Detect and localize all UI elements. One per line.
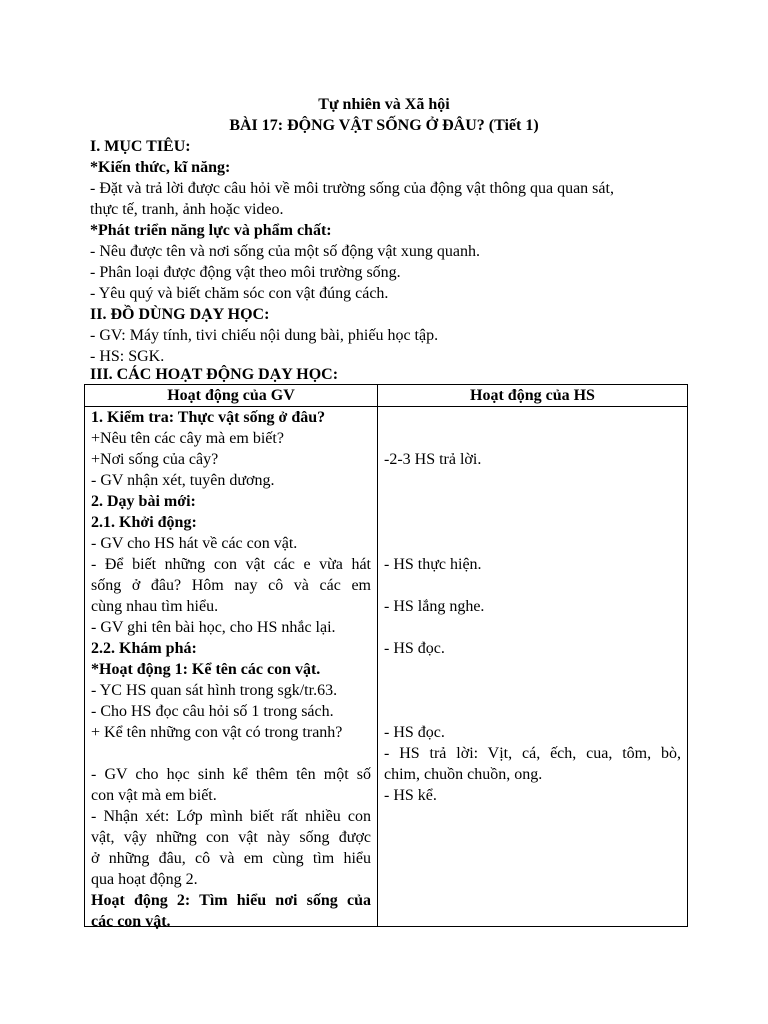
materials-heading: II. ĐỒ DÙNG DẠY HỌC: (90, 306, 270, 323)
materials-item: - GV: Máy tính, tivi chiếu nội dung bài, phiếu học tập. (90, 327, 439, 344)
teacher-line: - Nhận xét: Lớp mình biết rất nhiều con (91, 808, 371, 825)
activities-heading: III. CÁC HOẠT ĐỘNG DẠY HỌC: (90, 366, 339, 383)
teacher-line: con vật mà em biết. (91, 787, 217, 804)
teacher-activities-cell (85, 407, 378, 930)
teacher-line: + Kể tên những con vật có trong tranh? (91, 724, 343, 741)
teacher-line: ở những đâu, cô và em cùng tìm hiểu (91, 850, 371, 867)
competence-item: - Yêu quý và biết chăm sóc con vật đúng cách. (90, 285, 389, 302)
teacher-line: các con vật. (91, 913, 171, 930)
teacher-line: - GV cho học sinh kể thêm tên một số (91, 766, 371, 783)
knowledge-line: - Đặt và trả lời được câu hỏi về môi trường sống của động vật thông qua quan sát, (90, 180, 614, 197)
subject-title: Tự nhiên và Xã hội (318, 96, 450, 113)
student-line: - HS đọc. (384, 724, 445, 741)
knowledge-heading: *Kiến thức, kĩ năng: (90, 159, 231, 176)
teacher-line: *Hoạt động 1: Kể tên các con vật. (91, 661, 321, 678)
knowledge-line: thực tế, tranh, ảnh hoặc video. (90, 201, 284, 218)
student-line: - HS trả lời: Vịt, cá, ếch, cua, tôm, bò, (384, 745, 681, 762)
teacher-line: 2. Dạy bài mới: (91, 493, 196, 510)
competence-item: - Phân loại được động vật theo môi trường sống. (90, 264, 401, 281)
teacher-line: - GV cho HS hát về các con vật. (91, 535, 298, 552)
lesson-title: BÀI 17: ĐỘNG VẬT SỐNG Ở ĐÂU? (Tiết 1) (229, 117, 539, 134)
teacher-line: - Để biết những con vật các e vừa hát (91, 556, 371, 573)
teacher-line: sống ở đâu? Hôm nay cô và các em (91, 577, 371, 594)
teacher-line: +Nêu tên các cây mà em biết? (91, 430, 284, 447)
teacher-line: cùng nhau tìm hiểu. (91, 598, 219, 615)
teacher-line: Hoạt động 2: Tìm hiểu nơi sống của (91, 892, 371, 909)
student-line: - HS lắng nghe. (384, 598, 485, 615)
teacher-line: - YC HS quan sát hình trong sgk/tr.63. (91, 682, 338, 699)
table-row (85, 407, 688, 927)
student-activities-cell (378, 407, 688, 927)
materials-item: - HS: SGK. (90, 348, 165, 365)
student-column-header: Hoạt động của HS (378, 385, 688, 407)
competence-heading: *Phát triển năng lực và phẩm chất: (90, 222, 332, 239)
teacher-line: qua hoạt động 2. (91, 871, 198, 888)
teacher-line: - GV nhận xét, tuyên dương. (91, 472, 275, 489)
activities-table (84, 384, 688, 930)
teacher-line: 1. Kiểm tra: Thực vật sống ở đâu? (91, 409, 326, 426)
teacher-line: - Cho HS đọc câu hỏi số 1 trong sách. (91, 703, 334, 720)
student-line: - HS đọc. (384, 640, 445, 657)
teacher-column-header: Hoạt động của GV (85, 385, 378, 407)
teacher-line: +Nơi sống của cây? (91, 451, 219, 468)
student-line: -2-3 HS trả lời. (384, 451, 482, 468)
student-line: - HS kể. (384, 787, 437, 804)
competence-item: - Nêu được tên và nơi sống của một số động vật xung quanh. (90, 243, 480, 260)
student-line: chim, chuồn chuồn, ong. (384, 766, 543, 783)
teacher-line: vật, vậy những con vật này sống được (91, 829, 371, 846)
table-header-row (85, 385, 688, 407)
teacher-line: 2.2. Khám phá: (91, 640, 197, 657)
teacher-line: 2.1. Khởi động: (91, 514, 197, 531)
teacher-line: - GV ghi tên bài học, cho HS nhắc lại. (91, 619, 336, 636)
objectives-heading: I. MỤC TIÊU: (90, 138, 191, 155)
student-line: - HS thực hiện. (384, 556, 482, 573)
